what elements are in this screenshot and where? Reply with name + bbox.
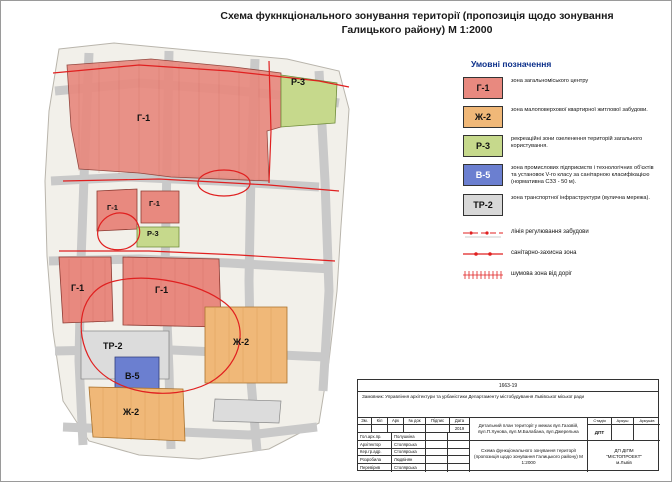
legend-text-regulation-line: лінія регулювання забудови [511,228,589,235]
stamp-org-line-2: "МІСТОПРОЕКТ" [605,453,643,459]
stamp-role-3: Розробила [358,456,392,464]
stamp-code: 1663-19 [358,380,658,392]
stamp-role-name-1: Столярська [392,441,426,449]
stamp-role-name-3: Людвінян [392,456,426,464]
stamp-customer-row [358,391,658,418]
legend-swatch-v5: В-5 [463,164,503,186]
stamp-role-row [358,433,470,441]
legend-swatch-g1: Г-1 [463,77,503,99]
map-label-g1-center: Г-1 [155,285,169,295]
title-block [357,379,659,471]
stamp-role-row [358,464,470,472]
stamp-customer: Замовник: Управління архітектури та урбаністики Департаменту містобудування Львівської міської ради [362,394,585,399]
page-title: Схема фукнкціонального зонування території (пропозиція щодо зонування Галицького району) М 1:2000 [220,10,614,36]
stamp-role-4: Перевірив [358,464,392,472]
stamp-data-row-1 [358,425,470,433]
legend-text-noise-zone: шумова зона від доріг [511,270,573,277]
stamp-doc-title-2: Схема функціонального зонування території (пропозиція щодо зонування Галицького району) М 1:2000 [470,441,588,472]
map-label-g1-mid-a: Г-1 [107,203,118,212]
stamp-role-date-0 [448,433,470,441]
stamp-role-name-0: Полушкіна [392,433,426,441]
stamp-role-sign-2 [426,449,448,457]
stamp-right-value-sheets [634,425,660,441]
stamp-role-sign-4 [426,464,448,472]
stamp-left-columns [358,417,470,470]
map-label-g1-mid-b: Г-1 [149,199,160,208]
stamp-col-sign: Підпис [426,417,450,425]
map-label-g1-west: Г-1 [71,283,85,293]
legend-text-sanitary-zone: санітарно-захисна зона [511,249,577,256]
stamp-right-value-sheet [612,425,634,441]
stamp-cell-zm-1 [358,425,372,433]
map-label-zh2-south: Ж-2 [123,407,140,417]
legend-item-r3 [463,135,659,157]
stamp-role-sign-1 [426,441,448,449]
legend-item-g1 [463,77,659,99]
legend-item-noise-zone [463,268,659,282]
legend [463,59,659,289]
stamp-doc-title-1: Детальний план території у межах вул.Газовій, вул.П.Хунова, вул.М.Балабана, вул.Джерельна [470,417,588,441]
map-label-zh2-east: Ж-2 [233,337,250,347]
stamp-cell-kil-1 [372,425,388,433]
legend-item-regulation-line [463,226,659,240]
stamp-role-date-1 [448,441,470,449]
legend-swatch-tr2: ТР-2 [463,194,503,216]
stamp-role-1: Архітектор [358,441,392,449]
map-label-tr2: ТР-2 [103,341,123,351]
map-label-r3-mid: Р-3 [147,229,159,238]
legend-item-zh2 [463,106,659,128]
legend-text-v5: зона промислових підприємств і технологічних об'єктів та установок V-го класу за санітарною класифікацією (нормативна СЗЗ - 50 м). [511,165,654,186]
stamp-role-date-3 [448,456,470,464]
stamp-right-block [470,417,658,470]
stamp-role-date-2 [448,449,470,457]
stamp-role-row [358,456,470,464]
stamp-cell-sign-1 [426,425,450,433]
stamp-right-value-stage: ДПТ [588,425,612,441]
stamp-role-name-2: Столярська [392,449,426,457]
legend-text-g1: зона загальноміського центру [511,78,589,84]
stamp-org-line-1: ДП ДІПМ [614,447,634,453]
stamp-col-kil: Кіл [372,417,388,425]
legend-swatch-zh2: Ж-2 [463,106,503,128]
stamp-column-headers [358,417,470,425]
stamp-right-header-sheets: Аркушів [634,417,660,425]
map-label-g1-north: Г-1 [137,113,151,123]
stamp-col-doc: № док [404,417,426,425]
stamp-col-date: Дата [450,417,470,425]
noise-zone-line-sample [463,268,503,282]
regulation-line-sample [463,226,503,240]
stamp-cell-ark-1 [388,425,404,433]
stamp-right-header-stage: Стадія [588,417,612,425]
legend-text-zh2: зона малоповерхової квартирної житлової забудови. [511,107,648,113]
stamp-role-name-4: Столярська [392,464,426,472]
map-label-r3-northeast: Р-3 [291,77,306,87]
sanitary-zone-line-sample [463,247,503,261]
stamp-right-header-sheet: Аркуш [612,417,634,425]
map-label-v5: В-5 [125,371,140,381]
stamp-role-date-4 [448,464,470,472]
stamp-role-sign-3 [426,456,448,464]
legend-item-v5 [463,164,659,187]
stamp-org-line-3: м.Львів [616,459,632,465]
stamp-role-0: Гол.арх.пр. [358,433,392,441]
zone-tr2-south [213,399,281,423]
stamp-role-sign-0 [426,433,448,441]
legend-item-sanitary-zone [463,247,659,261]
legend-text-tr2: зона транспортної інфраструктури (вулична мережа). [511,194,650,201]
legend-title: Умовні позначення [471,59,552,69]
stamp-role-row [358,449,470,457]
stamp-organization [588,441,660,472]
stamp-cell-doc-1 [404,425,426,433]
legend-item-tr2 [463,194,659,216]
stamp-col-zm: Зм. [358,417,372,425]
stamp-role-row [358,441,470,449]
stamp-cell-date-1: 2019 [450,425,470,433]
zone-g1-mid-b [141,191,179,223]
stamp-role-2: Кер.гр.адр. [358,449,392,457]
legend-swatch-r3: Р-3 [463,135,503,157]
legend-text-r3: рекреаційні зони озеленення територій загального користування. [511,136,643,150]
stamp-col-ark: Арк [388,417,404,425]
